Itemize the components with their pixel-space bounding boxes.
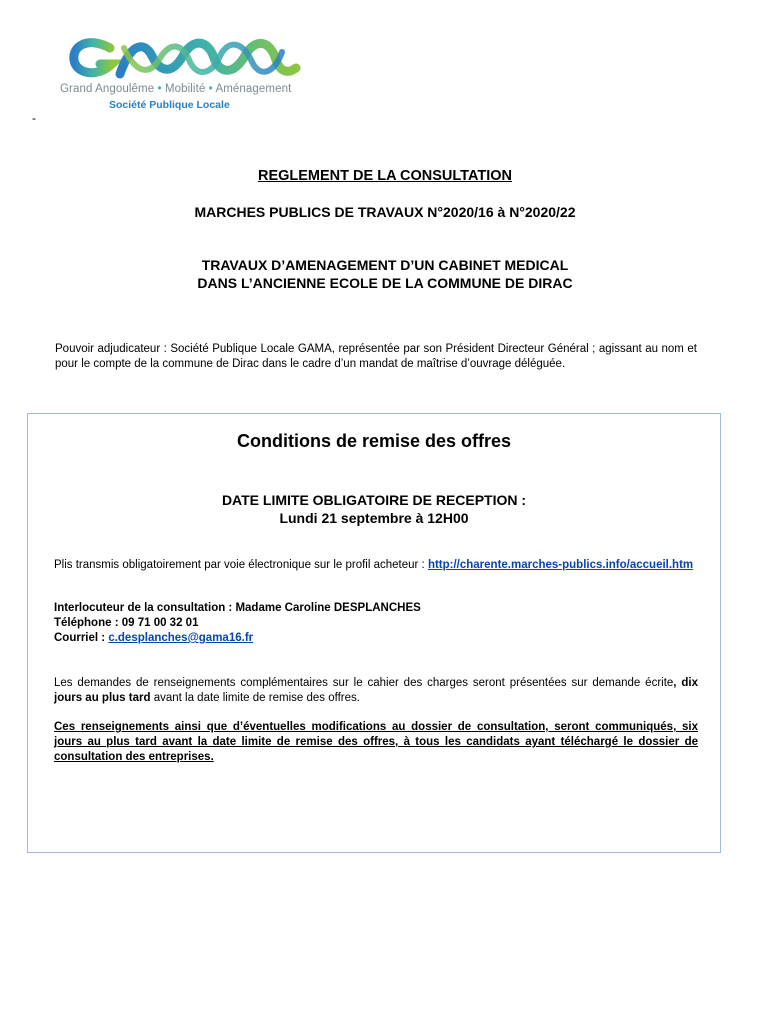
conditions-title: Conditions de remise des offres xyxy=(236,431,512,451)
email-link[interactable]: c.desplanches@gama16.fr xyxy=(108,632,254,644)
deadline-label: DATE LIMITE OBLIGATOIRE DE RECEPTION : xyxy=(221,492,527,508)
contracting-authority-paragraph: Pouvoir adjudicateur : Société Publique Locale GAMA, représentée par son Président Directeur Général ; agissant au nom et pour le compte de la commune de Dirac dans le cadre d’un mandat de maîtrise d’ouvrage déléguée. xyxy=(55,343,697,370)
works-title xyxy=(0,256,770,292)
buyer-profile-link[interactable]: http://charente.marches-publics.info/accueil.htm xyxy=(427,559,694,571)
contact-phone: Téléphone : 09 71 00 32 01 xyxy=(54,617,199,629)
dash-mark: - xyxy=(32,111,36,125)
deadline-block xyxy=(28,491,720,527)
logo-caption: Grand Angoulême • Mobilité • Aménagement xyxy=(60,83,292,95)
conditions-box xyxy=(27,413,721,853)
works-title-line-1: TRAVAUX D’AMENAGEMENT D’UN CABINET MEDICAL xyxy=(201,257,569,273)
email-label: Courriel : xyxy=(54,632,109,644)
contact-person: Interlocuteur de la consultation : Madame Caroline DESPLANCHES xyxy=(54,602,421,614)
contact-block xyxy=(54,601,698,646)
transmission-paragraph xyxy=(54,558,698,573)
deadline-date: Lundi 21 septembre à 12H00 xyxy=(279,510,469,526)
requests-deadline: , dix jours au plus tard xyxy=(54,677,698,704)
contact-email-line xyxy=(54,631,698,646)
requests-paragraph: Les demandes de renseignements complémentaires sur le cahier des charges seront présentées sur demande écrite, dix jours au plus tard avant la date limite de remise des offres. xyxy=(54,677,698,704)
logo-subtitle: Société Publique Locale xyxy=(109,99,230,111)
notice-paragraph: Ces renseignements ainsi que d’éventuelles modifications au dossier de consultation, seront communiqués, six jours au plus tard avant la date limite de remise des offres, à tous les candidats ayant téléchargé le dossier de consultation des entreprises. xyxy=(54,721,698,763)
works-title-line-2: DANS L’ANCIENNE ECOLE DE LA COMMUNE DE DIRAC xyxy=(197,275,573,291)
document-title: REGLEMENT DE LA CONSULTATION xyxy=(257,168,512,184)
transmission-text: Plis transmis obligatoirement par voie électronique sur le profil acheteur : xyxy=(54,559,428,571)
markets-title: MARCHES PUBLICS DE TRAVAUX N°2020/16 à N°2020/22 xyxy=(194,204,576,220)
